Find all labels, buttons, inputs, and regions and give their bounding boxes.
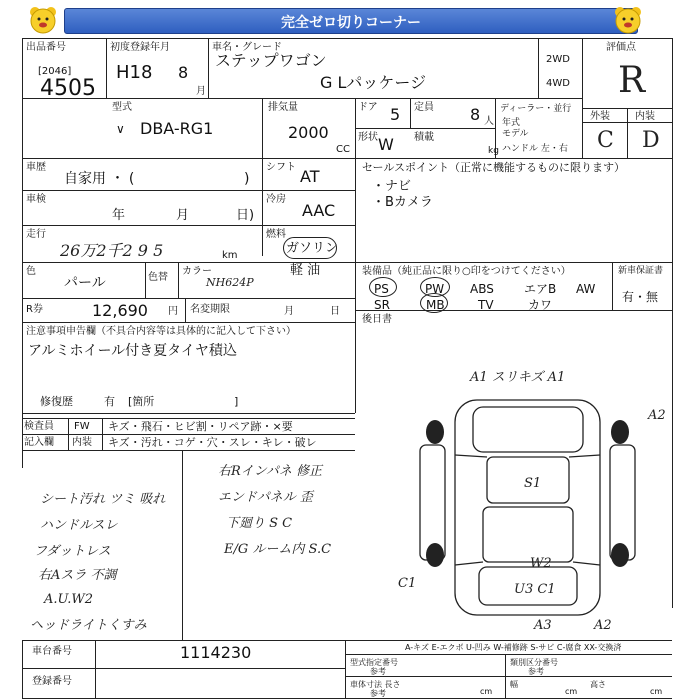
note-left-5: A.U.W2 <box>44 592 94 607</box>
lot-number: 4505 <box>40 76 96 101</box>
displacement-unit: CC <box>336 144 350 155</box>
repair-label: 修復歴 <box>40 395 73 408</box>
equip-mb-circle-icon <box>420 293 448 313</box>
mascot-icon-right <box>613 5 643 35</box>
class-number-ref: 参考 <box>528 667 544 676</box>
check-label-1: 検査員 <box>24 421 54 432</box>
displacement-value: 2000 <box>288 123 329 142</box>
load-unit: kg <box>488 146 499 156</box>
check-items-1: キズ・飛石・ヒビ割・リペア跡・×要 <box>108 420 293 433</box>
history-label: 車歴 <box>26 162 46 173</box>
equip-sr: SR <box>374 298 390 312</box>
name-change-month: 月 <box>284 306 294 317</box>
aircon-value: AAC <box>302 201 336 220</box>
inspection-label: 車検 <box>26 194 46 205</box>
load-label: 積載 <box>414 132 434 143</box>
length-ref: 参考 <box>370 689 386 698</box>
lot-label: 出品番号 <box>26 42 66 53</box>
score-value: R <box>618 60 646 101</box>
equipment-label: 装備品（純正品に限り○印をつけてください） <box>362 266 571 277</box>
dealer-label: ディーラー・並行 <box>500 104 572 114</box>
note-left-2: ハンドルスレ <box>40 518 118 533</box>
inspection-day: 日) <box>236 208 255 223</box>
score-ext-label: 外装 <box>590 111 610 122</box>
height-unit: cm <box>650 687 663 696</box>
score-label: 評価点 <box>606 42 636 53</box>
capacity-label: 定員 <box>414 102 434 113</box>
fuel-gas: ガソリン <box>286 241 339 256</box>
equip-pw: PW <box>425 282 445 296</box>
header-band <box>64 8 638 34</box>
mark-s1: S1 <box>524 476 542 491</box>
aircon-label: 冷房 <box>266 194 286 205</box>
model-label: 型式 <box>112 102 132 113</box>
mark-a2: A2 <box>648 408 666 423</box>
note-right-1: 右Rインパネ 修正 <box>218 464 323 479</box>
car-number-label: 車台番号 <box>32 646 72 657</box>
color-code-label: カラー <box>182 266 212 277</box>
history-close: ) <box>244 171 250 187</box>
fuel-gas-circle-icon <box>283 237 337 259</box>
model-chevron-icon: ∨ <box>116 122 125 136</box>
history-value: 自家用 ・ ( <box>64 171 135 187</box>
equip-ps-circle-icon <box>369 277 397 297</box>
car-name: ステップワゴン <box>215 51 327 70</box>
equip-leather: カワ <box>528 298 553 312</box>
color-code: NH624P <box>206 276 254 289</box>
name-change-day: 日 <box>330 306 340 317</box>
fuel-diesel: 軽 油 <box>290 263 321 278</box>
equip-airbag: エアB <box>524 282 557 296</box>
selling-point-1: ・ナビ <box>372 179 412 194</box>
lot-sub: [2046] <box>38 66 72 77</box>
note-left-4: 右Aスラ 不調 <box>38 568 117 583</box>
fuel-label: 燃料 <box>266 229 286 240</box>
color-value: パール <box>64 275 106 291</box>
repair-place: [箇所 <box>128 395 155 408</box>
shape-value: W <box>378 135 394 154</box>
check-items-2: キズ・汚れ・コゲ・穴・スレ・キレ・破レ <box>108 436 317 449</box>
shape-label: 形状 <box>358 132 378 143</box>
check-label-2: 記入欄 <box>24 437 54 448</box>
color-label: 色 <box>26 266 36 277</box>
mark-a2b: A2 <box>594 618 612 633</box>
first-reg-year: H18 <box>116 62 153 83</box>
mark-top: A1 スリキズ A1 <box>470 370 566 385</box>
header-title: 完全ゼロ切りコーナー <box>281 15 421 31</box>
length-unit: cm <box>480 687 493 696</box>
note-left-3: フダットレス <box>34 544 111 559</box>
new-tire-value: 有・無 <box>622 290 659 304</box>
equip-abs: ABS <box>470 282 494 296</box>
mileage-unit: km <box>222 250 238 261</box>
equip-ps: PS <box>374 282 389 296</box>
dealer-year-model: 年式 モデル <box>502 118 529 139</box>
selling-point-2: ・Bカメラ <box>372 195 433 210</box>
selling-label: セールスポイント（正常に機能するものに限ります） <box>362 161 626 174</box>
model-value: DBA-RG1 <box>140 119 214 138</box>
equip-aw: AW <box>576 282 596 296</box>
mark-a3: A3 <box>534 618 552 633</box>
new-tire-label: 新車保証書 <box>618 266 664 276</box>
mileage-value: 26万2千2 9 5 <box>60 241 164 260</box>
dealer-handle: ハンドル 左・右 <box>502 144 568 154</box>
recycle-unit: 円 <box>168 306 178 317</box>
note-left-1: シート汚れ ツミ 吸れ <box>40 492 166 507</box>
legend-text: A-キズ E-エクボ U-凹み W-補修跡 S-サビ C-腐食 XX-交換済 <box>405 643 622 652</box>
note-left-6: ヘッドライトくすみ <box>30 618 147 633</box>
displacement-label: 排気量 <box>268 102 298 113</box>
drive-2wd: 2WD <box>546 54 570 65</box>
repair-yes: 有 <box>104 395 115 408</box>
width-unit: cm <box>565 687 578 696</box>
name-change-label: 名変期限 <box>190 304 230 315</box>
aftermarket-label: 後日書 <box>362 314 392 325</box>
car-name-label: 車名・グレード <box>212 42 282 53</box>
doors-value: 5 <box>390 105 401 124</box>
width-label: 幅 <box>510 680 518 689</box>
length-label: 車体寸法 長さ <box>350 680 401 689</box>
mileage-label: 走行 <box>26 229 46 240</box>
mark-w2: W2 <box>530 556 552 571</box>
score-ext: C <box>597 128 614 153</box>
class-number-label: 類別区分番号 <box>510 658 558 667</box>
doors-label: ドア <box>358 102 378 113</box>
recycle-value: 12,690 <box>92 301 148 320</box>
notes-label: 注意事項申告欄（不具合内容等は具体的に記入して下さい） <box>26 326 296 337</box>
inspection-year: 年 <box>112 208 126 223</box>
mark-c1: C1 <box>398 576 417 591</box>
first-reg-label: 初度登録年月 <box>110 42 170 53</box>
shift-value: AT <box>300 167 320 186</box>
type-number-label: 型式指定番号 <box>350 658 398 667</box>
first-reg-month: 8 <box>178 63 189 82</box>
reg-number-label: 登録番号 <box>32 676 72 687</box>
note-right-2: エンドパネル 歪 <box>218 490 313 505</box>
recycle-label: R券 <box>26 304 43 315</box>
type-number-ref: 参考 <box>370 667 386 676</box>
equip-tv: TV <box>478 298 494 312</box>
height-label: 高さ <box>590 680 606 689</box>
car-grade: G Lパッケージ <box>320 73 427 92</box>
capacity-unit: 人 <box>484 116 494 127</box>
check-interior: 内装 <box>72 437 92 448</box>
repair-close: ] <box>234 395 239 408</box>
first-reg-month-unit: 月 <box>196 86 206 97</box>
car-number-value: 1114230 <box>180 643 252 662</box>
note-right-4: E/G ルーム内 S.C <box>224 542 332 557</box>
equip-mb: MB <box>426 298 445 312</box>
mark-u3c1: U3 C1 <box>514 582 556 597</box>
check-fw: FW <box>74 421 90 432</box>
color-swap-label: 色替 <box>148 272 168 283</box>
notes-text: アルミホイール付き夏タイヤ積込 <box>28 343 237 359</box>
score-int-label: 内装 <box>635 111 655 122</box>
drive-4wd: 4WD <box>546 78 570 89</box>
inspection-month: 月 <box>176 208 190 223</box>
note-right-3: 下廻り S C <box>226 516 293 531</box>
capacity-value: 8 <box>470 105 481 124</box>
score-int: D <box>642 128 660 153</box>
shift-label: シフト <box>266 162 296 173</box>
mascot-icon-left <box>28 5 58 35</box>
